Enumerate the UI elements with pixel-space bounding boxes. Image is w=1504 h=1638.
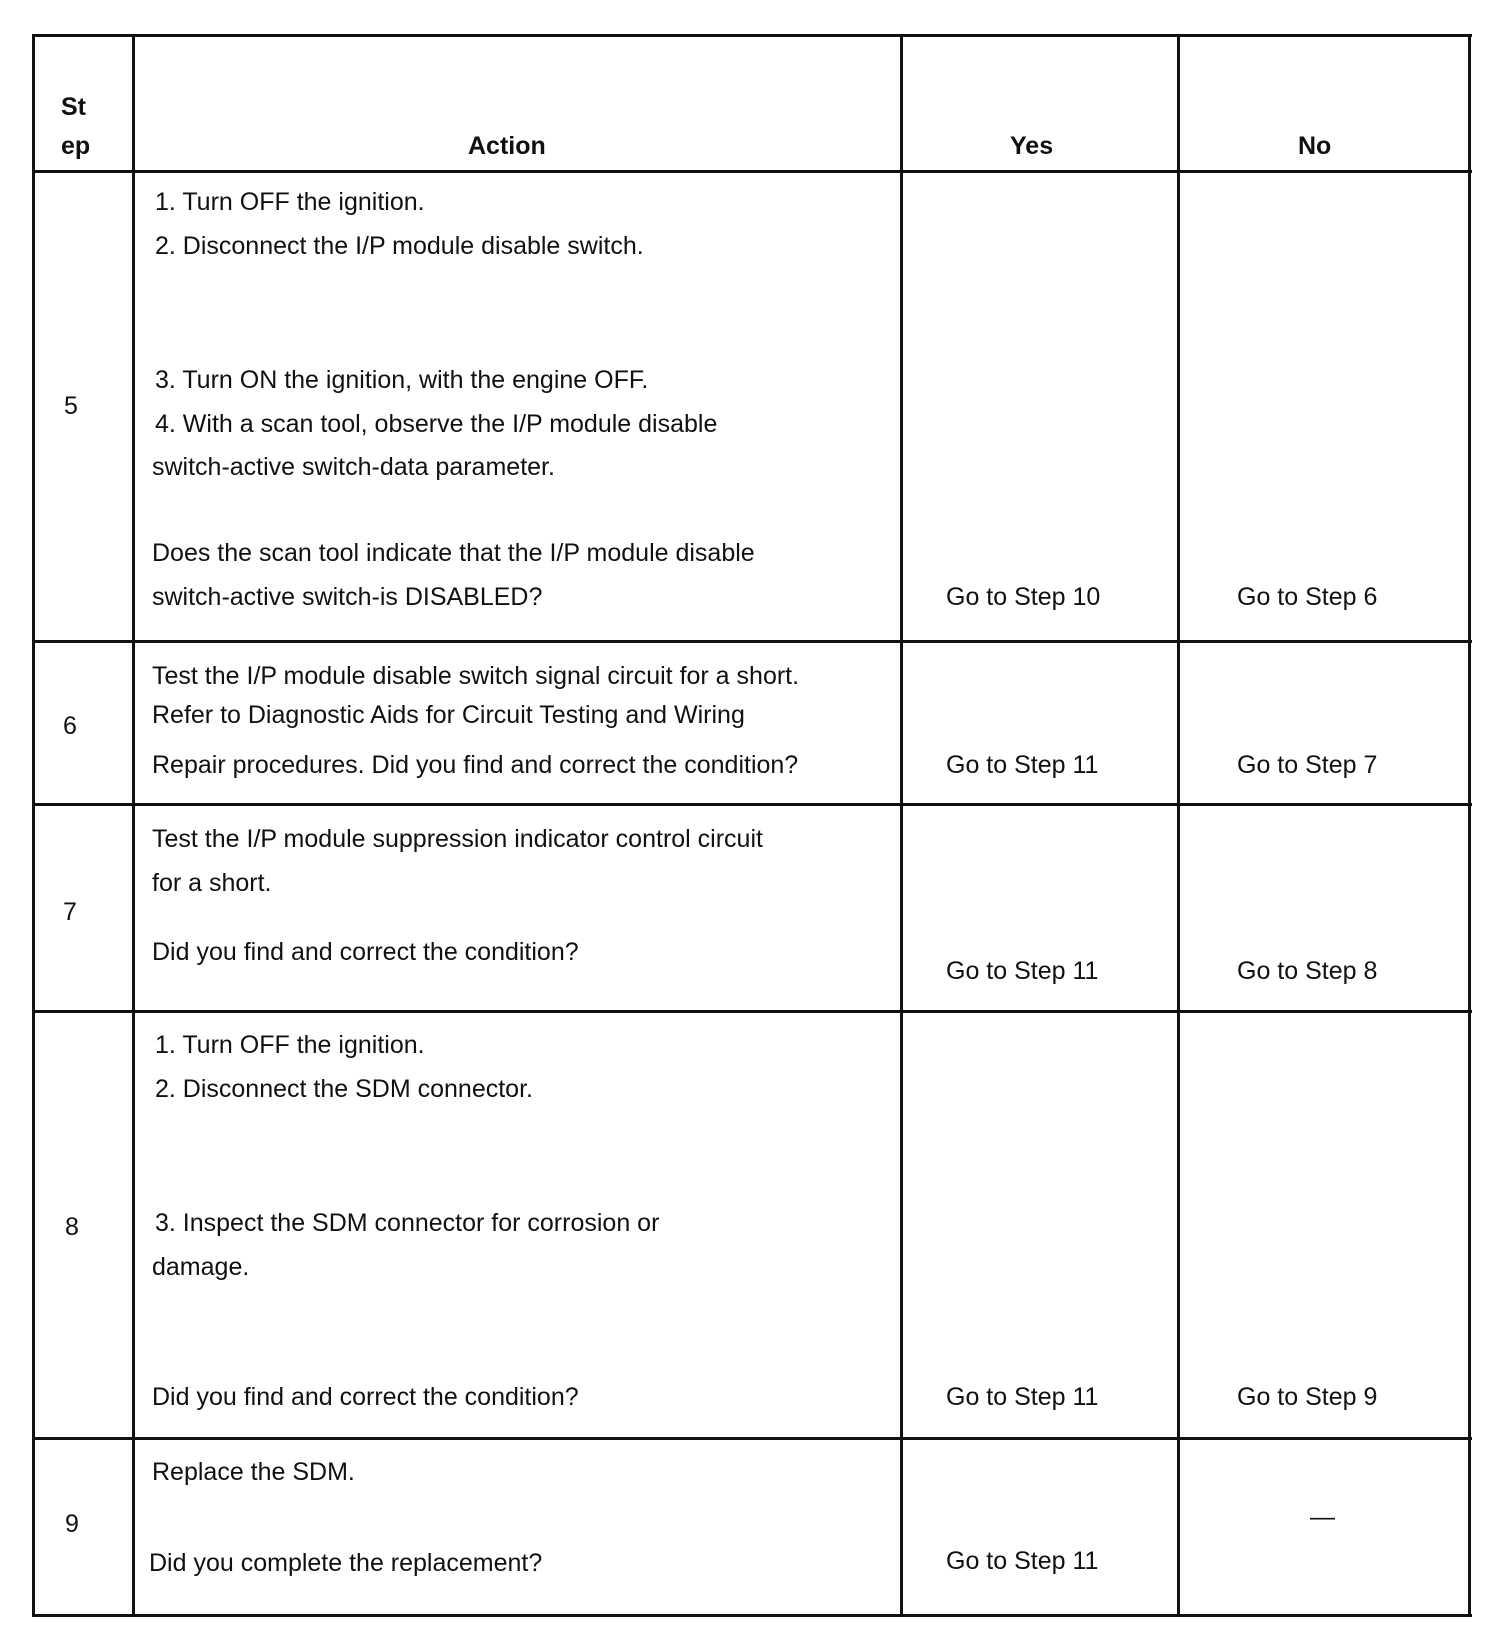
action-line: for a short. — [152, 869, 272, 897]
action-line: Did you find and correct the condition? — [152, 938, 579, 966]
table-border-bottom — [32, 1614, 1472, 1617]
step-number: 6 — [63, 712, 77, 740]
yes-result: Go to Step 11 — [946, 1383, 1099, 1411]
action-line: Did you find and correct the condition? — [152, 1383, 579, 1411]
column-divider-yes — [1177, 34, 1180, 1617]
action-line: 3. Inspect the SDM connector for corrosion or — [155, 1209, 660, 1237]
header-divider — [32, 170, 1472, 173]
yes-result: Go to Step 11 — [946, 751, 1099, 779]
table-border-right — [1468, 34, 1471, 1617]
no-result: — — [1310, 1503, 1335, 1531]
row-divider-7 — [32, 1010, 1472, 1013]
step-number: 7 — [63, 898, 77, 926]
action-line: Replace the SDM. — [152, 1458, 355, 1486]
header-no: No — [1298, 132, 1332, 160]
header-step-line2: ep — [61, 132, 91, 160]
yes-result: Go to Step 10 — [946, 583, 1101, 611]
action-line: 4. With a scan tool, observe the I/P module disable — [155, 410, 718, 438]
step-number: 8 — [65, 1213, 79, 1241]
action-line: Does the scan tool indicate that the I/P module disable — [152, 539, 755, 567]
yes-result: Go to Step 11 — [946, 1547, 1099, 1575]
no-result: Go to Step 6 — [1237, 583, 1378, 611]
action-line: Repair procedures. Did you find and correct the condition? — [152, 751, 799, 779]
step-number: 5 — [64, 392, 78, 420]
column-divider-action — [900, 34, 903, 1617]
action-line: damage. — [152, 1253, 250, 1281]
column-divider-step — [132, 34, 135, 1617]
step-number: 9 — [65, 1510, 79, 1538]
action-line: 1. Turn OFF the ignition. — [155, 1031, 425, 1059]
header-yes: Yes — [1010, 132, 1054, 160]
action-line: Refer to Diagnostic Aids for Circuit Testing and Wiring — [152, 701, 745, 729]
action-line: Test the I/P module disable switch signal circuit for a short. — [152, 662, 800, 690]
yes-result: Go to Step 11 — [946, 957, 1099, 985]
header-step-line1: St — [61, 93, 86, 121]
no-result: Go to Step 8 — [1237, 957, 1378, 985]
no-result: Go to Step 9 — [1237, 1383, 1378, 1411]
row-divider-5 — [32, 640, 1472, 643]
action-line: Test the I/P module suppression indicator control circuit — [152, 825, 763, 853]
action-line: Did you complete the replacement? — [149, 1549, 543, 1577]
table-border-top — [32, 34, 1472, 37]
row-divider-6 — [32, 803, 1472, 806]
action-line: 3. Turn ON the ignition, with the engine OFF. — [155, 366, 649, 394]
action-line: switch-active switch-data parameter. — [152, 453, 555, 481]
row-divider-8 — [32, 1437, 1472, 1440]
diagnostic-table — [32, 34, 1472, 1617]
action-line: 2. Disconnect the SDM connector. — [155, 1075, 533, 1103]
action-line: switch-active switch-is DISABLED? — [152, 583, 543, 611]
no-result: Go to Step 7 — [1237, 751, 1378, 779]
action-line: 1. Turn OFF the ignition. — [155, 188, 425, 216]
header-action: Action — [468, 132, 546, 160]
table-border-left — [32, 34, 35, 1617]
action-line: 2. Disconnect the I/P module disable switch. — [155, 232, 644, 260]
